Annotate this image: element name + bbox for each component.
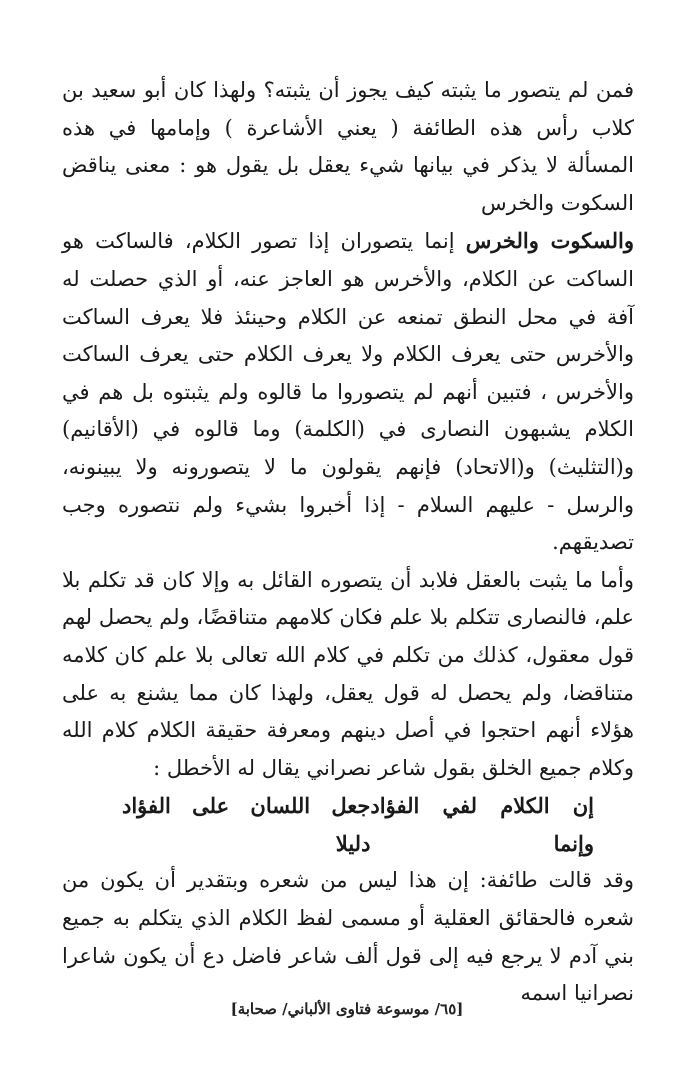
paragraph-3 [62,562,634,788]
paragraph-1 [62,72,634,222]
paragraph-closing [62,862,634,1012]
paragraph-1-text: فمن لم يتصور ما يثبته كيف يجوز أن يثبته؟ ولهذا كان أبو سعيد بن كلاب رأس هذه الطائفة ( يعني الأشاعرة ) وإمامها في هذه المسألة لا يذكر في بيانها شيء يعقل بل يقول هو : معنى يناقض السكوت والخرس [62,78,634,215]
verse-first-hemistich: إن الكلام لفي الفؤاد وإنما [370,793,594,856]
body-text [62,72,634,1013]
paragraph-2-lead: والسكوت والخرس [465,228,634,254]
poetry-verse [62,787,634,862]
paragraph-closing-text: وقد قالت طائفة: إن هذا ليس من شعره وبتقدير أن يكون من شعره فالحقائق العقلية أو مسمى لفظ الكلام الذي يتكلم به جميع بني آدم لا يرجع فيه إلى قول ألف شاعر فاضل دع أن يكون شاعرا نصرانيا اسمه [62,868,634,1006]
verse-second-hemistich: جعل اللسان على الفؤاد دليلا [122,793,371,856]
paragraph-2-text: إنما يتصوران إذا تصور الكلام، فالساكت هو الساكت عن الكلام، والأخرس هو العاجز عنه، أو الذي حصلت له آفة في محل النطق تمنعه عن الكلام وحينئذ فلا يعرف الساكت والأخرس حتى يعرف الكلام ولا يعرف الكلام حتى يعرف الساكت والأخرس ، فتبين أنهم لم يتصوروا ما قالوه ولم يثبتوه بل هم في الكلام يشبهون النصارى في (الكلمة) وما قالوه في (الأقانيم) و(التثليث) و(الاتحاد) فإنهم يقولون ما لا يتصورونه ولا يبينونه، والرسل - عليهم السلام - إذا أخبروا بشيء ولم نتصوره وجب تصديقهم. [62,229,634,555]
paragraph-3-text: وأما ما يثبت بالعقل فلابد أن يتصوره القائل به وإلا كان قد تكلم بلا علم، فالنصارى تتكلم بلا علم فكان كلامهم متناقضًا، ولم يحصل لهم قول معقول، كذلك من تكلم في كلام الله تعالى بلا علم كان كلامه متناقضا، ولم يحصل له قول يعقل، ولهذا كان مما يشنع به على هؤلاء أنهم احتجوا في أصل دينهم ومعرفة حقيقة الكلام كلام الله وكلام جميع الخلق بقول شاعر نصراني يقال له الأخطل : [62,567,634,780]
page-footer: [٦٥/ موسوعة فتاوى الألباني/ صحابة] [230,1000,464,1018]
paragraph-2 [62,222,634,561]
